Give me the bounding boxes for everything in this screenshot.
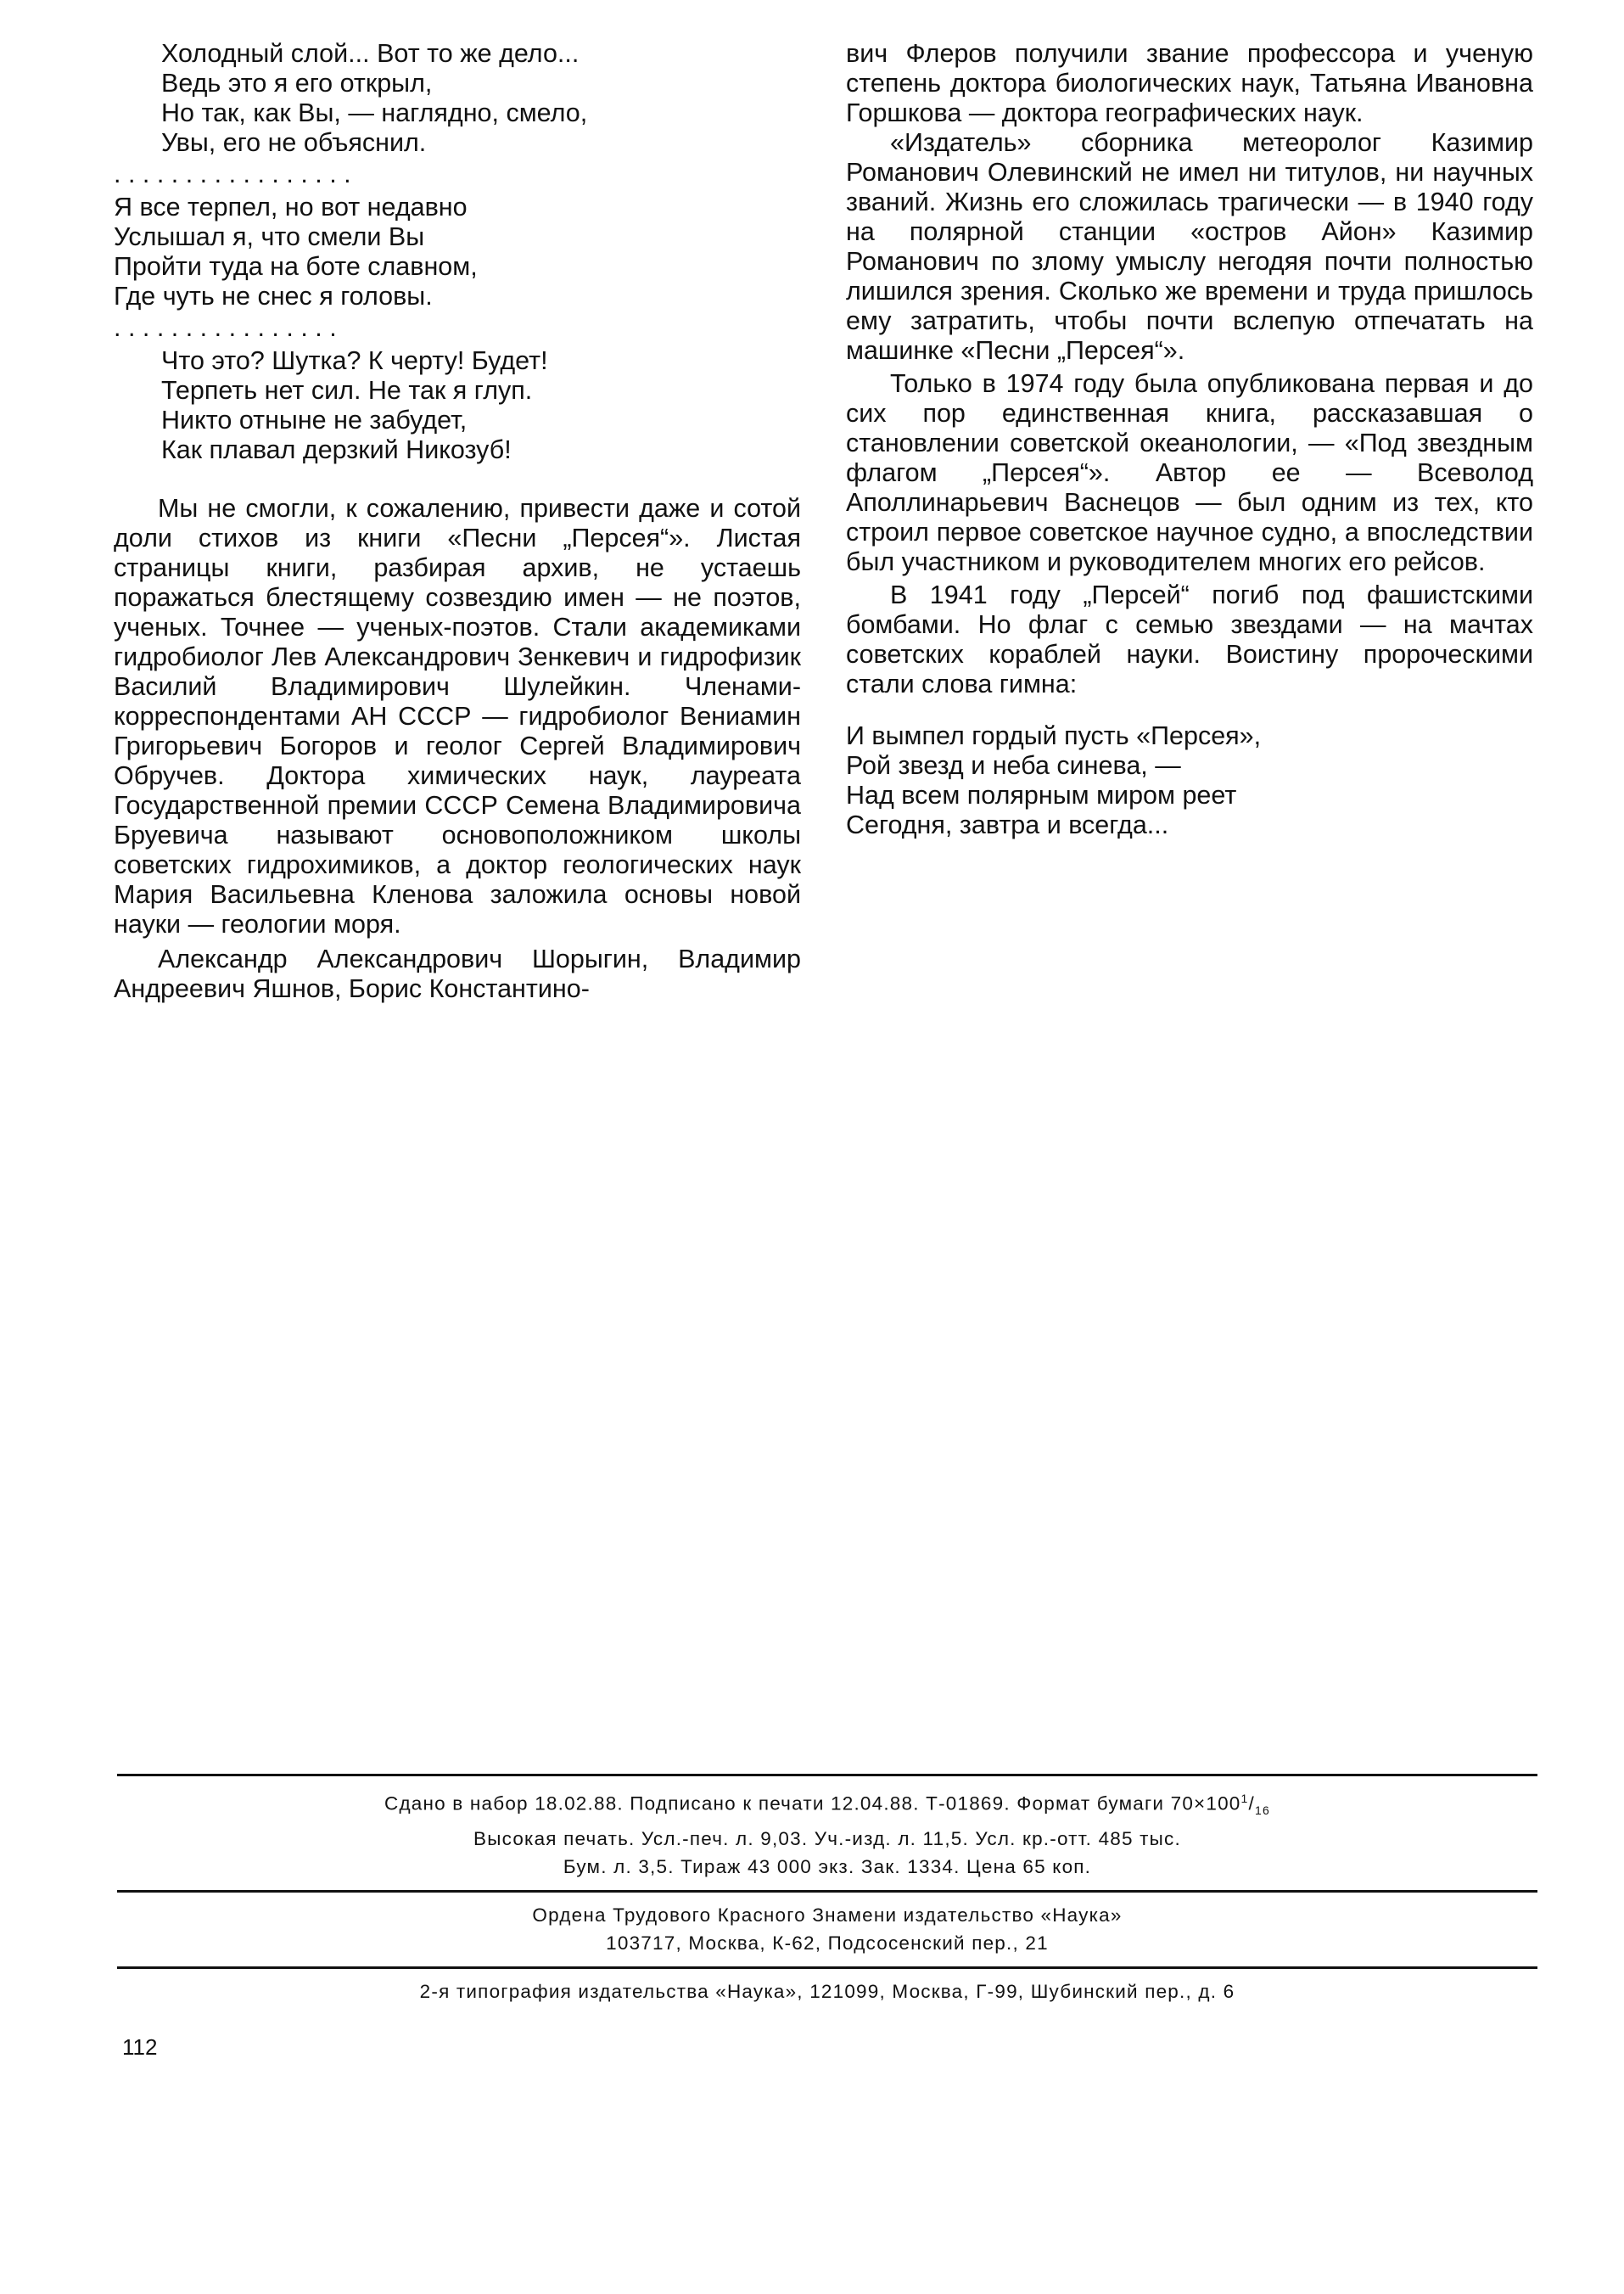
fraction-numerator: 1 <box>1240 1792 1249 1805</box>
body-paragraph: В 1941 году „Персей“ погиб под фашистскими бомбами. Но флаг с семью звездами — на мачтах советских кораблей науки. Воистину пророческими стали слова гимна: <box>846 581 1533 698</box>
verse-line: Холодный слой... Вот то же дело... <box>161 39 580 68</box>
publisher-details <box>117 1893 1537 1966</box>
printer-line: 2-я типография издательства «Наука», 121099, Москва, Г-99, Шубинский пер., д. 6 <box>419 1981 1235 2002</box>
page-number: 112 <box>122 2034 158 2060</box>
verse-line: Терпеть нет сил. Не так я глуп. <box>161 376 533 405</box>
body-paragraph: Александр Александрович Шорыгин, Владимир Андреевич Яшнов, Борис Константино- <box>114 945 801 1003</box>
verse-line: Я все терпел, но вот недавно <box>114 193 468 222</box>
verse-line: Сегодня, завтра и всегда... <box>846 810 1169 839</box>
printer-details <box>117 1969 1537 2015</box>
print-details <box>117 1776 1537 1890</box>
poem-stanza-2 <box>114 193 801 311</box>
verse-line: Пройти туда на боте славном, <box>114 252 478 281</box>
poem-stanza-3 <box>114 346 801 465</box>
print-line-text: Сдано в набор 18.02.88. Подписано к печати 12.04.88. Т-01869. Формат бумаги 70×100 <box>384 1792 1241 1814</box>
right-column <box>846 39 1533 840</box>
verse-line: Рой звезд и неба синева, — <box>846 751 1181 780</box>
verse-line: И вымпел гордый пусть «Персея», <box>846 721 1262 750</box>
verse-line: Ведь это я его открыл, <box>161 69 433 98</box>
print-line: Бум. л. 3,5. Тираж 43 000 экз. Зак. 1334. Цена 65 коп. <box>563 1856 1092 1877</box>
print-line: Сдано в набор 18.02.88. Подписано к печати 12.04.88. Т-01869. Формат бумаги $70\times 100^1/_{16}$ <box>384 1792 1270 1817</box>
ellipsis-divider: . . . . . . . . . . . . . . . . <box>114 313 337 342</box>
print-line: Высокая печать. Усл.-печ. л. 9,03. Уч.-изд. л. 11,5. Усл. кр.-отт. 485 тыс. <box>473 1828 1181 1849</box>
verse-line: Над всем полярным миром реет <box>846 781 1237 810</box>
verse-line: Но так, как Вы, — наглядно, смело, <box>161 98 588 127</box>
imprint-block <box>117 1774 1537 2015</box>
verse-line: Что это? Шутка? К черту! Будет! <box>161 346 548 375</box>
hymn-stanza <box>846 721 1533 840</box>
body-paragraph: Только в 1974 году была опубликована первая и до сих пор единственная книга, рассказавшая о становлении советской океанологии, — «Под звездным флагом „Персея“». Автор ее — Всеволод Аполлинарьевич Васнецов — был одним из тех, кто строил первое советское научное судно, а впоследствии был участником и руководителем многих его рейсов. <box>846 369 1533 576</box>
fraction-denominator: 16 <box>1254 1803 1270 1817</box>
poem-stanza-1 <box>114 39 801 158</box>
spacer <box>846 699 1533 721</box>
spacer <box>114 465 801 494</box>
verse-line: Увы, его не объяснил. <box>161 128 427 157</box>
body-paragraph: «Издатель» сборника метеоролог Казимир Романович Олевинский не имел ни титулов, ни научных званий. Жизнь его сложилась трагически — в 1940 году на полярной станции «остров Айон» Казимир Романович по злому умыслу негодяя почти полностью лишился зрения. Сколько же времени и труда пришлось ему затратить, чтобы почти вслепую отпечатать на машинке «Песни „Персея“». <box>846 128 1533 365</box>
verse-line: Как плавал дерзкий Никозуб! <box>161 435 512 464</box>
body-paragraph: Мы не смогли, к сожалению, привести даже и сотой доли стихов из книги «Песни „Персея“». Листая страницы книги, разбирая архив, не устаешь поражаться блестящему созвездию имен — не поэтов, ученых. Точнее — ученых-поэтов. Стали академиками гидробиолог Лев Александрович Зенкевич и гидрофизик Василий Владимирович Шулейкин. Членами-корреспондентами АН СССР — гидробиолог Вениамин Григорьевич Богоров и геолог Сергей Владимирович Обручев. Доктора химических наук, лауреата Государственной премии СССР Семена Владимировича Бруевича называют основоположником школы советских гидрохимиков, а доктор геологических наук Мария Васильевна Кленова заложила основы новой науки — геологии моря. <box>114 494 801 939</box>
left-column <box>114 39 801 1004</box>
ellipsis-divider: . . . . . . . . . . . . . . . . . <box>114 160 351 188</box>
body-paragraph: вич Флеров получили звание профессора и ученую степень доктора биологических наук, Татьяна Ивановна Горшкова — доктора географических наук. <box>846 39 1533 127</box>
verse-line: Услышал я, что смели Вы <box>114 222 425 251</box>
verse-line: Где чуть не снес я головы. <box>114 282 433 311</box>
publisher-address: 103717, Москва, К-62, Подсосенский пер., 21 <box>606 1932 1049 1954</box>
publisher-line: Ордена Трудового Красного Знамени издательство «Наука» <box>532 1904 1123 1926</box>
verse-line: Никто отныне не забудет, <box>161 406 468 435</box>
